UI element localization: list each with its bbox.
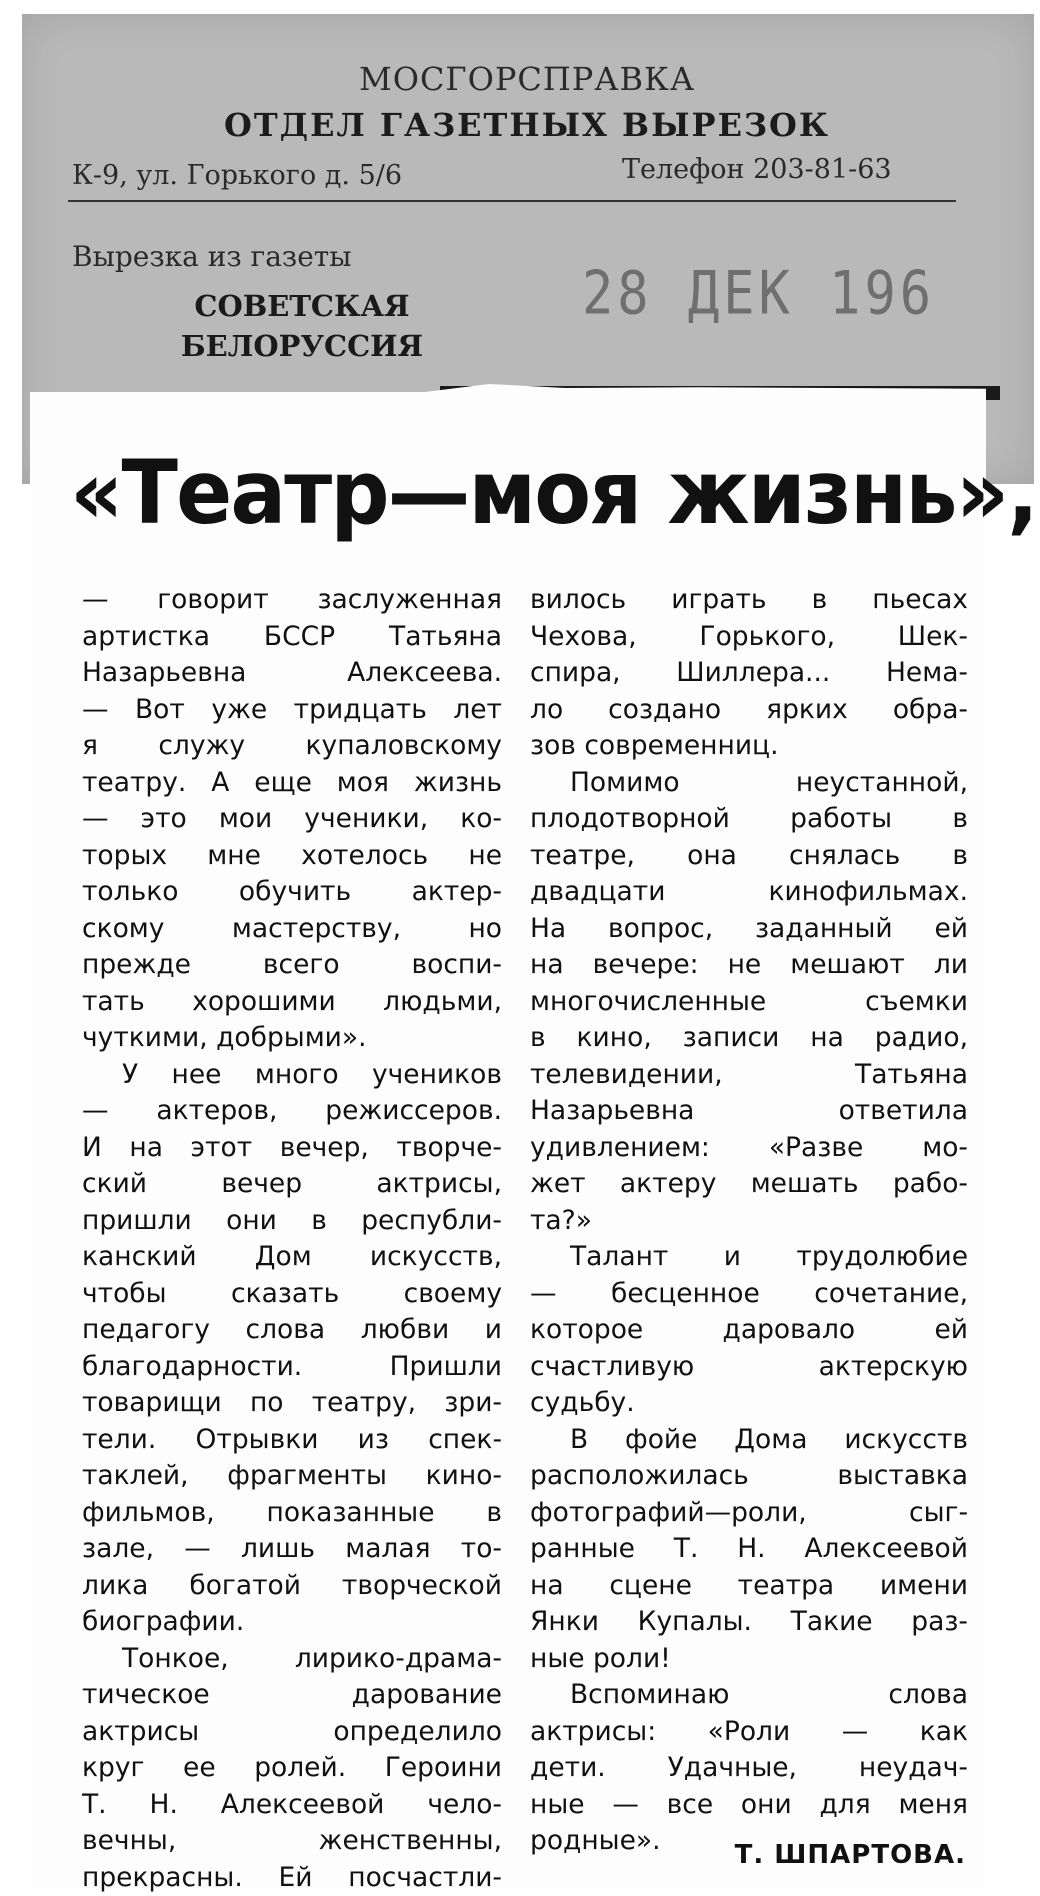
article-text-line: родные». [530,1823,968,1860]
article-text-line: Вспоминаю слова [530,1677,968,1714]
article-headline: «Театр—моя жизнь», [70,438,916,548]
article-text-line: ло создано ярких обра- [530,692,968,729]
article-text-line: артистка БССР Татьяна [82,619,502,656]
article-text-line: двадцати кинофильмах. [530,874,968,911]
article-text-line: фильмов, показанные в [82,1495,502,1532]
article-text-line: актрисы определило [82,1714,502,1751]
newspaper-name-line1: СОВЕТСКАЯ [142,286,462,326]
article-text-line: Талант и трудолюбие [530,1239,968,1276]
article-text-line: спира, Шиллера... Нема- [530,655,968,692]
article-text-line: Янки Купалы. Такие раз- [530,1604,968,1641]
article-text-line: ные — все они для меня [530,1787,968,1824]
article-text-line: Тонкое, лирико-драма- [82,1641,502,1678]
article-text-line: ский вечер актрисы, [82,1166,502,1203]
article-text-line: — актеров, режиссеров. [82,1093,502,1130]
article-text-line: на вечере: не мешают ли [530,947,968,984]
article-text-line: На вопрос, заданный ей [530,911,968,948]
article-text-line: зале, — лишь малая то- [82,1531,502,1568]
article-text-line: пришли они в республи- [82,1203,502,1240]
article-text-line: У нее много учеников [82,1057,502,1094]
article-text-line: чтобы сказать своему [82,1276,502,1313]
article-text-line: В фойе Дома искусств [530,1422,968,1459]
article-text-line: круг ее ролей. Героини [82,1750,502,1787]
article-text-line: тическое дарование [82,1677,502,1714]
article-text-line: Помимо неустанной, [530,765,968,802]
article-column-right [530,582,968,1860]
article-text-line: Чехова, Горького, Шек- [530,619,968,656]
article-text-line: дети. Удачные, неудач- [530,1750,968,1787]
article-text-line: телевидении, Татьяна [530,1057,968,1094]
article-text-line: ные роли! [530,1641,968,1678]
article-text-line: ранные Т. Н. Алексеевой [530,1531,968,1568]
newspaper-name-line2: БЕЛОРУССИЯ [142,326,462,366]
article-text-line: биографии. [82,1604,502,1641]
article-text-line: — это мои ученики, ко- [82,801,502,838]
article-text-line: фотографий—роли, сыг- [530,1495,968,1532]
article-text-line: я служу купаловскому [82,728,502,765]
article-text-line: скому мастерству, но [82,911,502,948]
article-text-line: тели. Отрывки из спек- [82,1422,502,1459]
article-text-line: благодарности. Пришли [82,1349,502,1386]
article-text-line: театре, она снялась в [530,838,968,875]
article-text-line: чуткими, добрыми». [82,1020,502,1057]
article-text-line: только обучить актер- [82,874,502,911]
article-text-line: в кино, записи на радио, [530,1020,968,1057]
article-text-line: вилось играть в пьесах [530,582,968,619]
article-text-line: Т. Н. Алексеевой чело- [82,1787,502,1824]
agency-phone: Телефон 203-81-63 [622,154,892,185]
article-text-line: тать хорошими людьми, [82,984,502,1021]
article-text-line: жет актеру мешать рабо- [530,1166,968,1203]
article-text-line: И на этот вечер, творче- [82,1130,502,1167]
article-text-line: Назарьевна Алексеева. [82,655,502,692]
article-text-line: — говорит заслуженная [82,582,502,619]
article-text-line: плодотворной работы в [530,801,968,838]
article-text-line: счастливую актерскую [530,1349,968,1386]
article-text-line: торых мне хотелось не [82,838,502,875]
article-column-left [82,582,502,1896]
article-text-line: многочисленные съемки [530,984,968,1021]
article-text-line: Назарьевна ответила [530,1093,968,1130]
article-text-line: расположилась выставка [530,1458,968,1495]
article-text-line: таклей, фрагменты кино- [82,1458,502,1495]
article-byline: Т. ШПАРТОВА. [686,1840,966,1870]
newspaper-name [142,286,462,366]
article-text-line: судьбу. [530,1385,968,1422]
article-text-line: удивлением: «Разве мо- [530,1130,968,1167]
article-text-line: на сцене театра имени [530,1568,968,1605]
article-text-line: которое даровало ей [530,1312,968,1349]
article-text-line: педагогу слова любви и [82,1312,502,1349]
date-stamp: 28 ДЕК 196 [582,260,935,329]
article-text-line: прекрасны. Ей посчастли- [82,1860,502,1896]
article-text-line: — бесценное сочетание, [530,1276,968,1313]
agency-address: К-9, ул. Горького д. 5/6 [72,160,402,191]
article-text-line: театру. А еще моя жизнь [82,765,502,802]
header-divider [68,200,956,202]
agency-name: МОСГОРСПРАВКА [22,60,1032,98]
clipping-source-label: Вырезка из газеты [72,240,352,273]
article-text-line: прежде всего воспи- [82,947,502,984]
article-text-line: актрисы: «Роли — как [530,1714,968,1751]
article-text-line: лика богатой творческой [82,1568,502,1605]
department-name: ОТДЕЛ ГАЗЕТНЫХ ВЫРЕЗОК [22,106,1032,144]
article-text-line: зов современниц. [530,728,968,765]
article-text-line: та?» [530,1203,968,1240]
article-text-line: канский Дом искусств, [82,1239,502,1276]
article-text-line: вечны, женственны, [82,1823,502,1860]
article-text-line: — Вот уже тридцать лет [82,692,502,729]
article-text-line: товарищи по театру, зри- [82,1385,502,1422]
